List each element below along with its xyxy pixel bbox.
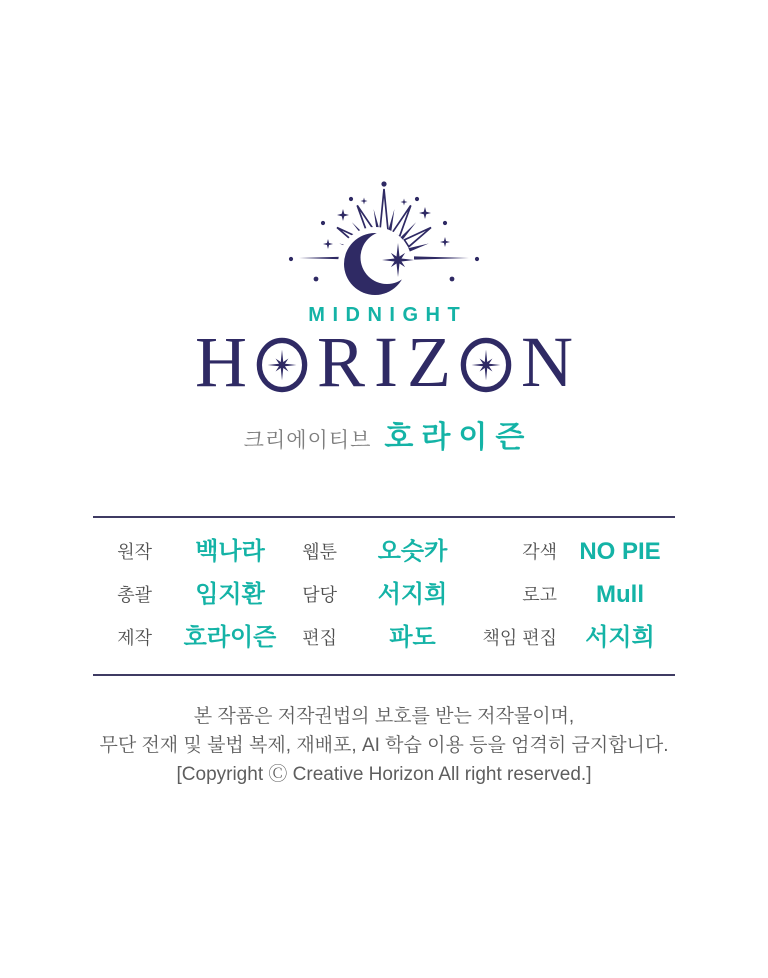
sun-moon-star-emblem-icon [275, 180, 493, 298]
credit-person-value: 서지희 [377, 581, 448, 608]
studio-subtitle-name: 호라이즌 [384, 421, 533, 454]
credit-person-value: 임지환 [195, 581, 265, 608]
credit-person-value: 호라이즌 [183, 624, 277, 651]
horizon-letter: I [374, 322, 399, 402]
credit-person-value: 파도 [389, 624, 436, 651]
horizon-letter: Z [407, 322, 451, 402]
credit-person-value: 서지희 [585, 624, 655, 651]
credits-table [93, 516, 675, 676]
compass-o-icon [460, 337, 512, 393]
credit-person-value: 백나라 [195, 538, 265, 565]
credit-role-label: 제작 [117, 628, 152, 648]
compass-o-icon [256, 337, 308, 393]
credit-role-label: 총괄 [117, 585, 152, 605]
credit-role-label: 로고 [522, 585, 557, 605]
credit-role-label: 편집 [302, 628, 337, 648]
credit-role-label: 원작 [117, 542, 152, 562]
credit-role-label: 담당 [302, 585, 337, 605]
studio-subtitle-prefix: 크리에이티브 [243, 429, 372, 452]
brand-midnight: MIDNIGHT [308, 304, 468, 326]
credit-person-value: 오슷카 [377, 538, 448, 565]
copyright-line-3: [Copyright Ⓒ Creative Horizon All right reserved.] [176, 764, 592, 785]
copyright-notice [99, 702, 668, 789]
credit-person-value: NO PIE [579, 538, 661, 565]
credit-person-value: Mull [596, 581, 644, 608]
studio-subtitle [243, 412, 533, 456]
horizon-letter: R [317, 322, 366, 402]
credit-role-label: 웹툰 [302, 542, 337, 562]
credit-role-label: 각색 [522, 542, 557, 562]
horizon-letter: H [195, 322, 247, 402]
copyright-line-2: 무단 전재 및 불법 복제, 재배포, AI 학습 이용 등을 엄격히 금지합니다. [99, 735, 669, 756]
horizon-wordmark [195, 322, 573, 402]
horizon-letter: N [521, 322, 573, 402]
credit-role-label: 책임 편집 [482, 628, 557, 648]
copyright-line-1: 본 작품은 저작권법의 보호를 받는 저작물이며, [193, 706, 575, 727]
